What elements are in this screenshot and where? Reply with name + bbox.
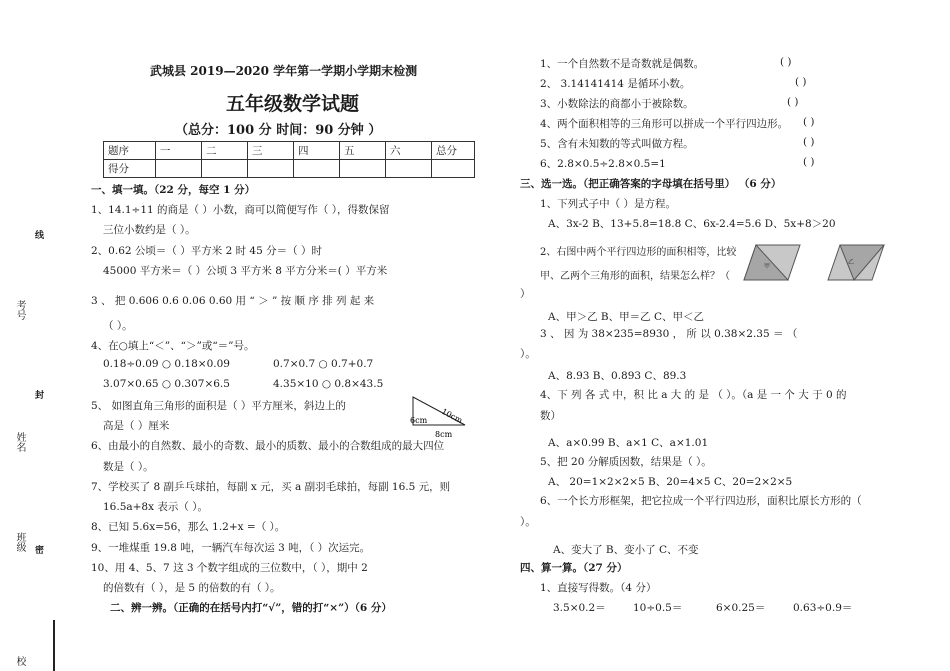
choice-5-options: A、 20=1×2×2×5 B、20=4×5 C、20=2×2×5 <box>548 476 793 488</box>
score-input-cell[interactable] <box>340 160 386 178</box>
calc-item: 0.63÷0.9＝ <box>793 602 853 614</box>
judge-2-paren[interactable]: ( ) <box>795 76 807 88</box>
judge-4: 4、两个面积相等的三角形可以拼成一个平行四边形。 <box>540 118 789 130</box>
seal-mark-feng: 封 <box>33 390 43 399</box>
calc-item: 3.5×0.2＝ <box>553 602 606 614</box>
label-xingming: 姓名 <box>14 432 25 452</box>
question-5-line-1: 5、 如图直角三角形的面积是（ ）平方厘米，斜边上的 <box>91 400 346 412</box>
question-7-line-2: 16.5a+8x 表示（ ）。 <box>103 501 208 513</box>
choice-1: 1、下列式子中（ ）是方程。 <box>540 198 677 210</box>
score-table <box>103 141 475 178</box>
choice-6-line-1: 6、一个长方形框架，把它拉成一个平行四边形，面积比原长方形的（ <box>540 495 862 507</box>
score-input-cell[interactable] <box>432 160 475 178</box>
question-4-item: 4.35×10 ○ 0.8×43.5 <box>273 378 384 390</box>
judge-5-paren[interactable]: ( ) <box>803 136 815 148</box>
judge-1: 1、一个自然数不是奇数就是偶数。 <box>540 58 705 70</box>
score-input-cell[interactable] <box>248 160 294 178</box>
judge-4-paren[interactable]: ( ) <box>803 116 815 128</box>
question-3-line-2: （ ）。 <box>103 320 133 332</box>
binding-line <box>53 620 55 671</box>
score-input-cell[interactable] <box>386 160 432 178</box>
exam-header: 武城县 2019—2020 学年第一学期小学期末检测 <box>150 64 418 78</box>
section-heading-2: 二、辨一辨。（正确的在括号内打“√”，错的打“×”）（6 分） <box>110 602 392 614</box>
question-5-line-2: 高是（ ）厘米 <box>103 420 170 432</box>
section-heading-3: 三、选一选。（把正确答案的字母填在括号里） （6 分） <box>520 178 782 190</box>
score-cell: 六 <box>386 142 432 160</box>
calc-item: 10÷0.5＝ <box>633 602 683 614</box>
triangle-left-label: 6cm <box>410 416 428 425</box>
question-6-line-1: 6、由最小的自然数、最小的奇数、最小的质数、最小的合数组成的最大四位 <box>91 440 445 452</box>
section-heading-1: 一、填一填。（22 分，每空 1 分） <box>91 184 256 196</box>
question-9: 9、一堆煤重 19.8 吨，一辆汽车每次运 3 吨，（ ）次运完。 <box>91 542 371 554</box>
seal-mark-mi: 密 <box>33 545 43 554</box>
judge-5: 5、含有未知数的等式叫做方程。 <box>540 138 694 150</box>
judge-6-paren[interactable]: ( ) <box>803 156 815 168</box>
judge-2: 2、 3.14141414 是循环小数。 <box>540 78 691 90</box>
score-cell: 总分 <box>432 142 475 160</box>
choice-4-line-2: 数） <box>540 410 561 422</box>
judge-3-paren[interactable]: ( ) <box>787 96 799 108</box>
triangle-bottom-label: 8cm <box>435 430 453 439</box>
question-10-line-1: 10、用 4、5、7 这 3 个数字组成的三位数中，（ ），期中 2 <box>91 562 368 574</box>
section-heading-4: 四、算一算。（27 分） <box>520 562 628 574</box>
score-cell: 二 <box>202 142 248 160</box>
judge-6: 6、2.8×0.5÷2.8×0.5=1 <box>540 158 666 170</box>
seal-mark-xian: 线 <box>33 230 43 239</box>
parallelogram-figure <box>742 242 887 284</box>
right-triangle-figure <box>405 393 475 443</box>
triangle-yi-label: 乙 <box>848 259 855 266</box>
score-input-cell[interactable] <box>156 160 202 178</box>
score-cell: 三 <box>248 142 294 160</box>
calc-1-title: 1、直接写得数。（4 分） <box>540 582 657 594</box>
question-4-item: 0.18÷0.09 ○ 0.18×0.09 <box>103 358 230 370</box>
choice-1-options: A、3x-2 B、13+5.8=18.8 C、6x-2.4=5.6 D、5x+8＞20 <box>548 218 836 230</box>
question-4-item: 0.7×0.7 ○ 0.7+0.7 <box>273 358 374 370</box>
question-1-line-2: 三位小数约是（ ）。 <box>103 224 196 236</box>
label-kaohao: 考号 <box>14 300 25 320</box>
choice-2-line-2: 甲、乙两个三角形的面积，结果怎么样？（ <box>540 271 730 282</box>
score-table-header-row <box>104 142 475 160</box>
question-2-line-1: 2、0.62 公顷＝（ ）平方米 2 时 45 分＝（ ）时 <box>91 245 322 257</box>
question-2-line-2: 45000 平方米＝（ ）公顷 3 平方米 8 平方分米＝( ）平方米 <box>103 265 388 277</box>
score-input-cell[interactable] <box>202 160 248 178</box>
choice-6-line-2: ）。 <box>520 516 536 528</box>
exam-subtitle: （总分：100 分 时间：90 分钟 ） <box>175 123 382 138</box>
choice-3-options: A、8.93 B、0.893 C、89.3 <box>548 370 687 382</box>
question-1-line-1: 1、14.1÷11 的商是（ ）小数，商可以简便写作（ ），得数保留 <box>91 204 390 216</box>
score-cell: 一 <box>156 142 202 160</box>
question-3-line-1: 3 、 把 0.606 0.6 0.06 0.60 用 “ ＞ ” 按 顺 序 排 列 起 来 <box>91 295 375 307</box>
score-input-cell[interactable] <box>294 160 340 178</box>
question-8: 8、已知 5.6x=56，那么 1.2+x =（ ）。 <box>91 521 286 533</box>
choice-4-options: A、a×0.99 B、a×1 C、a×1.01 <box>548 437 709 449</box>
choice-2-line-3: ） <box>520 288 531 300</box>
choice-6-options: A、变大了 B、变小了 C、不变 <box>553 544 699 556</box>
choice-3-line-2: ）。 <box>520 348 536 360</box>
calc-item: 6×0.25＝ <box>716 602 766 614</box>
label-banji: 班级 <box>14 532 25 552</box>
triangle-jia-label: 甲 <box>764 263 771 270</box>
question-4: 4、在○填上“＜”、“＞”或“＝”号。 <box>91 340 255 352</box>
question-4-item: 3.07×0.65 ○ 0.307×6.5 <box>103 378 230 390</box>
score-table-row <box>104 160 475 178</box>
judge-1-paren[interactable]: ( ) <box>780 56 792 68</box>
question-6-line-2: 数是（ ）。 <box>103 461 154 473</box>
triangle-hypotenuse-label: 10cm <box>440 406 464 426</box>
label-xuexiao: 校 <box>14 656 25 666</box>
question-7-line-1: 7、学校买了 8 副乒乓球拍，每副 x 元，买 a 副羽毛球拍，每副 16.5 元，则 <box>91 481 451 493</box>
page-title: 五年级数学试题 <box>226 93 360 115</box>
score-cell: 得分 <box>104 160 156 178</box>
choice-4-line-1: 4、下 列 各 式 中，积 比 a 大 的 是 （ ）。（a 是 一 个 大 于 0 的 <box>540 389 847 401</box>
choice-2-options: A、甲＞乙 B、甲＝乙 C、甲＜乙 <box>548 311 705 323</box>
score-cell: 五 <box>340 142 386 160</box>
judge-3: 3、小数除法的商都小于被除数。 <box>540 98 694 110</box>
question-10-line-2: 的倍数有（ ），是 5 的倍数的有（ ）。 <box>103 582 281 594</box>
choice-5: 5、把 20 分解质因数，结果是（ ）。 <box>540 456 712 468</box>
score-cell: 四 <box>294 142 340 160</box>
choice-3-line-1: 3 、 因 为 38×235=8930 ， 所 以 0.38×2.35 ＝ （ <box>540 328 798 340</box>
score-cell: 题序 <box>104 142 156 160</box>
choice-2-line-1: 2、右图中两个平行四边形的面积相等，比较 <box>540 247 737 258</box>
